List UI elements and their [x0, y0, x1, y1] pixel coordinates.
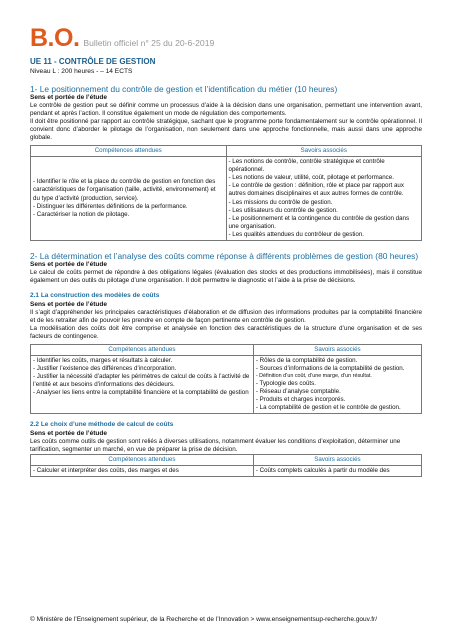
list-item: - Analyser les liens entre la comptabilité financière et la comptabilité de gestion	[33, 389, 249, 397]
list-item: - Les notions de valeur, utilité, coût, pilotage et performance.	[228, 174, 394, 182]
list-item: - Réseau d’analyse comptable.	[255, 388, 341, 396]
list-item: - Justifier la nécessité d’adapter les périmètres de calcul de coûts à l’activité de l’entité et aux besoins d’informations des décideurs.	[33, 373, 250, 389]
ue-title: UE 11 - CONTRÔLE DE GESTION	[30, 57, 156, 66]
list-item: - La comptabilité de gestion et le contrôle de gestion.	[255, 404, 401, 412]
list-item: - Justifier l’existence des différences d’incorporation.	[33, 365, 177, 373]
savoirs-cell	[253, 356, 421, 414]
list-item: - Les missions du contrôle de gestion.	[228, 198, 333, 206]
subsection-2-1-label: Sens et portée de l’étude	[30, 300, 107, 308]
table-header-savoirs: Savoirs associés	[253, 345, 421, 356]
subsection-2-2-paragraph-1: Les coûts comme outils de gestion sont reliés à diverses utilisations, notamment évaluer les conditions d’exploitation, déterminer une tarification, segmenter un marché, en vue de préparer la prise de décision.	[30, 438, 401, 454]
document-page	[30, 26, 422, 477]
savoirs-cell: - Coûts complets calculés à partir du modèle des	[253, 466, 421, 477]
subsection-2-1-paragraph-1: Il s’agit d’appréhender les principales caractéristiques d’élaboration et de diffusion des informations produites par la comptabilité financière et de les retraiter afin de pouvoir les prendre en compte de façon pertinente en contrôle de gestion.	[30, 308, 422, 325]
table-header-competences: Compétences attendues	[31, 455, 254, 466]
subsection-2-1-table	[30, 344, 422, 414]
subsection-2-1-paragraph-2: La modélisation des coûts doit être comprise et analysée en fonction des caractéristiques de la structure d’une organisation et de ses facteurs de contingence.	[30, 325, 422, 341]
list-item: - Identifier le rôle et la place du contrôle de gestion en fonction des caractéristiques de l’organisation (taille, activité, environnement) et du type d’activité (production, service).	[33, 178, 216, 202]
bulletin-title: Bulletin officiel n° 25 du 20-6-2019	[83, 38, 215, 48]
list-item: - Typologie des coûts.	[255, 380, 316, 388]
subsection-2-2-title: 2.2 Le choix d’une méthode de calcul de coûts	[30, 421, 174, 429]
list-item: - Sources d’informations de la comptabilité de gestion.	[255, 365, 405, 373]
section-2-label: Sens et portée de l’étude	[30, 260, 107, 268]
competences-cell	[31, 157, 227, 241]
subsection-2-2-table	[30, 454, 422, 477]
list-item: - Le positionnement et la contingence du contrôle de gestion dans une organisation.	[228, 214, 410, 230]
list-item: - Caractériser la notion de pilotage.	[33, 210, 130, 218]
section-1-paragraph-1: Le contrôle de gestion peut se définir comme un processus d’aide à la décision dans une organisation, permettant une intervention avant, pendant et après l’action. Il constitue également un mode de régulation des comportements.	[30, 102, 422, 118]
list-item: - Définition d’un coût, d’une marge, d’un résultat.	[255, 373, 372, 380]
table-header-competences: Compétences attendues	[31, 345, 254, 356]
competences-cell	[31, 356, 254, 414]
table-header-savoirs: Savoirs associés	[253, 455, 421, 466]
list-item: - Les notions de contrôle, contrôle stratégique et contrôle opérationnel.	[228, 158, 385, 174]
list-item: - Rôles de la comptabilité de gestion.	[255, 357, 358, 365]
list-item: - Distinguer les différentes définitions de la performance.	[33, 202, 188, 210]
bo-logo: B.O.	[30, 24, 80, 52]
section-1-paragraph-2: Il doit être positionné par rapport au contrôle stratégique, sachant que le programme porte fondamentalement sur le contrôle opérationnel. Il convient donc d’aborder le pilotage de l’organisation, non seulement dans une approche fonctionnelle, mais aussi dans une approche globale.	[30, 118, 422, 142]
section-2-title: 2- La détermination et l’analyse des coûts comme réponse à différents problèmes de gestion (80 heures)	[30, 250, 419, 261]
list-item: - Les utilisateurs du contrôle de gestion.	[228, 206, 338, 214]
section-1-table	[30, 145, 422, 241]
list-item: - Le contrôle de gestion : définition, rôle et place par rapport aux autres domaines disciplinaires et aux autres formes de contrôle.	[228, 182, 404, 198]
list-item: - Produits et charges incorporés.	[255, 396, 346, 404]
competences-cell: - Calculer et interpréter des coûts, des marges et des	[31, 466, 254, 477]
footer: © Ministère de l’Enseignement supérieur, de la Recherche et de l’Innovation > www.enseignementsup-recherche.gouv.fr/	[30, 616, 378, 623]
table-header-savoirs: Savoirs associés	[226, 146, 422, 157]
table-header-competences: Compétences attendues	[31, 146, 227, 157]
list-item: - Identifier les coûts, marges et résultats à calculer.	[33, 357, 173, 365]
section-1-label: Sens et portée de l’étude	[30, 93, 107, 101]
section-1-title: 1- Le positionnement du contrôle de gestion et l’identification du métier (10 heures)	[30, 83, 338, 94]
list-item: - Les qualités attendues du contrôleur de gestion.	[228, 230, 365, 238]
niveau-line: Niveau L : 200 heures - – 14 ECTS	[30, 68, 133, 76]
section-2-paragraph-1: Le calcul de coûts permet de répondre à des obligations légales (évaluation des stocks et des productions immobilisées), mais il constitue également un des outils du pilotage d’une organisation. Il doit permettre le diagnostic et l’aide à la prise de décisions.	[30, 269, 422, 285]
header	[30, 26, 422, 52]
savoirs-cell	[226, 157, 422, 241]
subsection-2-2-label: Sens et portée de l’étude	[30, 429, 107, 437]
subsection-2-1-title: 2.1 La construction des modèles de coûts	[30, 292, 160, 300]
